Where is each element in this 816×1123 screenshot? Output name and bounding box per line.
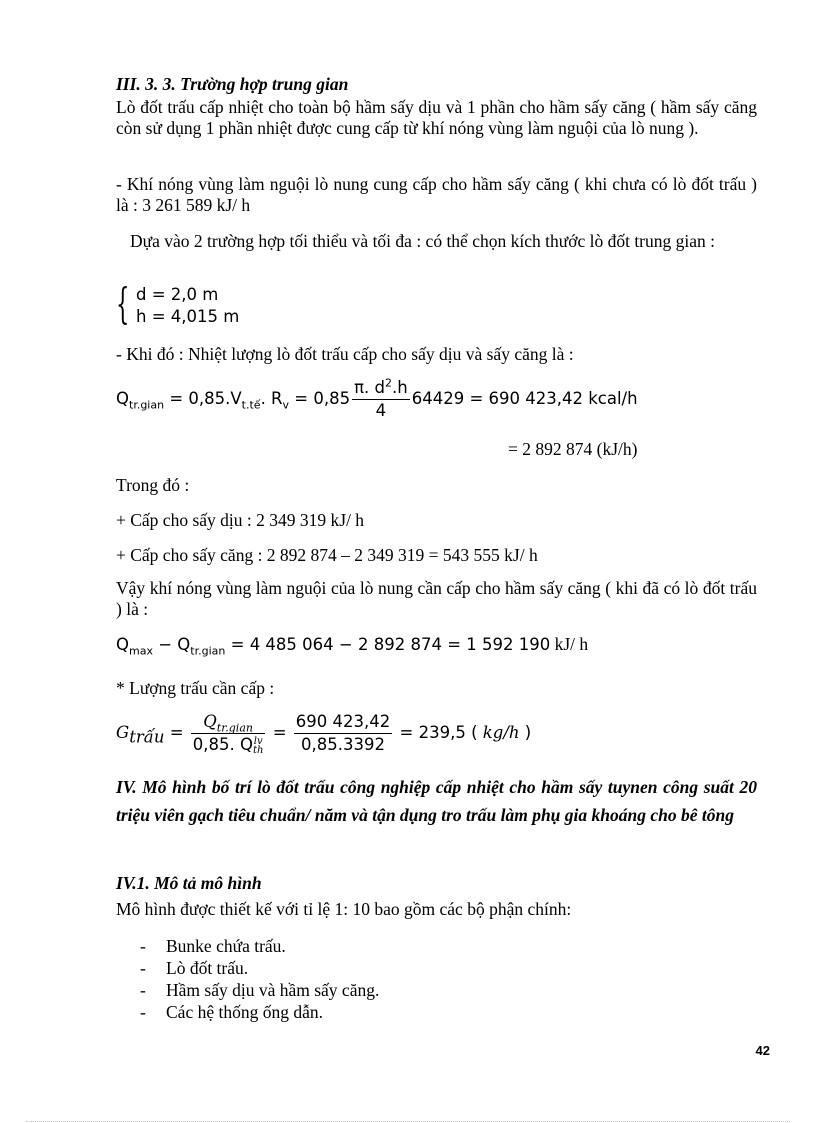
paragraph-intro: Lò đốt trấu cấp nhiệt cho toàn bộ hầm sấy dịu và 1 phần cho hầm sấy căng ( hầm sấy căng còn sử dụng 1 phần nhiệt được cung cấp từ khí nóng vùng làm nguội của lò nung ).	[116, 97, 757, 138]
eq1-part-coef: = 0,85	[289, 389, 351, 408]
eq3-fraction-numeric	[294, 711, 392, 756]
eq2-qtr: Q	[177, 635, 191, 654]
eq3-fraction-symbolic	[191, 711, 266, 756]
section-heading-iv: IV. Mô hình bố trí lò đốt trấu công nghiệp cấp nhiệt cho hầm sấy tuynen công suất 20 triệu viên gạch tiêu chuẩn/ năm và tận dụng tro trấu làm phụ gia khoáng cho bê tông	[116, 777, 757, 825]
eq2-minus: −	[152, 635, 178, 654]
list-dash: -	[140, 958, 146, 978]
section-heading-iv-1: IV.1. Mô tả mô hình	[116, 873, 262, 893]
list-item-label: Các hệ thống ống dẫn.	[166, 1002, 323, 1022]
eq1-v-sub: t.tế	[241, 398, 261, 412]
eq1-num-a: π. d	[354, 378, 386, 397]
dimension-height: h = 4,015 m	[136, 307, 240, 326]
paragraph-where: Trong đó :	[116, 475, 190, 495]
list-item-label: Bunke chứa trấu.	[166, 936, 286, 956]
eq3-d1-sub: th	[253, 744, 264, 756]
equation-g-trau	[116, 711, 531, 756]
eq3-result: = 239,5 (	[394, 723, 483, 742]
eq2-qtr-sub: tr.gian	[190, 644, 226, 658]
list-item-label: Lò đốt trấu.	[166, 958, 249, 978]
eq1-q-sub: tr.gian	[129, 398, 165, 412]
equation-q-trgian	[116, 377, 638, 422]
brace-symbol: {	[116, 279, 130, 328]
paragraph-heat-amount: - Khi đó : Nhiệt lượng lò đốt trấu cấp cho sấy dịu và sấy căng là :	[116, 344, 574, 364]
eq1-fraction-numerator	[352, 377, 410, 400]
eq1-num-b: .h	[392, 378, 408, 397]
list-dash: -	[140, 936, 146, 956]
eq3-equals-2: =	[267, 723, 292, 742]
section-heading-3-3-3: III. 3. 3. Trường hợp trung gian	[116, 74, 349, 94]
eq3-equals: =	[164, 723, 189, 742]
eq1-r-sub: v	[282, 398, 290, 412]
footer-divider	[26, 1121, 790, 1122]
eq3-unit: kg/h	[482, 723, 520, 742]
eq3-d1: 0,85. Q	[192, 735, 253, 754]
eq3-frac1-numerator	[191, 711, 266, 734]
eq1-part-v: = 0,85.V	[164, 389, 242, 408]
page-number: 42	[755, 1043, 770, 1058]
eq2-qmax: Q	[116, 635, 129, 654]
eq3-close: )	[519, 723, 532, 742]
eq3-frac1-denominator	[191, 734, 266, 756]
eq1-num-sup: 2	[385, 376, 393, 390]
dimension-diameter: d = 2,0 m	[136, 285, 219, 304]
paragraph-husk-amount: * Lượng trấu cần cấp :	[116, 678, 275, 698]
list-dash: -	[140, 1002, 146, 1022]
eq3-d1-sup: lv	[253, 735, 263, 747]
eq3-frac2-denominator: 0,85.3392	[301, 735, 386, 754]
paragraph-hot-gas-after: Vậy khí nóng vùng làm nguội của lò nung cần cấp cho hầm sấy căng ( khi đã có lò đốt trấu ) là :	[116, 578, 757, 619]
eq2-qmax-sub: max	[129, 644, 153, 658]
eq3-n1-sub: tr.gian	[216, 721, 253, 735]
equation-q-max	[116, 634, 589, 658]
paragraph-model-description: Mô hình được thiết kế với tỉ lệ 1: 10 bao gồm các bộ phận chính:	[116, 899, 572, 919]
eq1-fraction-denominator: 4	[375, 401, 387, 420]
eq2-result: = 4 485 064 − 2 892 874 = 1 592 190	[225, 635, 551, 654]
paragraph-hot-gas-before: - Khí nóng vùng làm nguội lò nung cung cấp cho hầm sấy căng ( khi chưa có lò đốt trấu ) là : 3 261 589 kJ/ h	[116, 174, 757, 215]
eq3-g-sub: trấu	[129, 727, 165, 747]
list-item-label: Hầm sấy dịu và hầm sấy căng.	[166, 980, 380, 1000]
eq1-q: Q	[116, 389, 129, 408]
paragraph-choose-size: Dựa vào 2 trường hợp tối thiểu và tối đa : có thể chọn kích thước lò đốt trung gian :	[130, 231, 715, 251]
eq1-result: 64429 = 690 423,42 kcal/h	[411, 389, 638, 408]
eq1-fraction	[352, 377, 410, 422]
eq3-frac2-numerator: 690 423,42	[294, 711, 392, 734]
eq1-part-r: . R	[260, 389, 283, 408]
eq2-unit: kJ/ h	[550, 634, 589, 654]
paragraph-supply-cang: + Cấp cho sấy căng : 2 892 874 – 2 349 319 = 543 555 kJ/ h	[116, 545, 538, 565]
equation-result-kj: = 2 892 874 (kJ/h)	[508, 439, 638, 459]
eq3-g: G	[116, 723, 130, 742]
list-dash: -	[140, 980, 146, 1000]
eq3-n1: Q	[203, 712, 217, 731]
paragraph-supply-diu: + Cấp cho sấy dịu : 2 349 319 kJ/ h	[116, 510, 365, 530]
